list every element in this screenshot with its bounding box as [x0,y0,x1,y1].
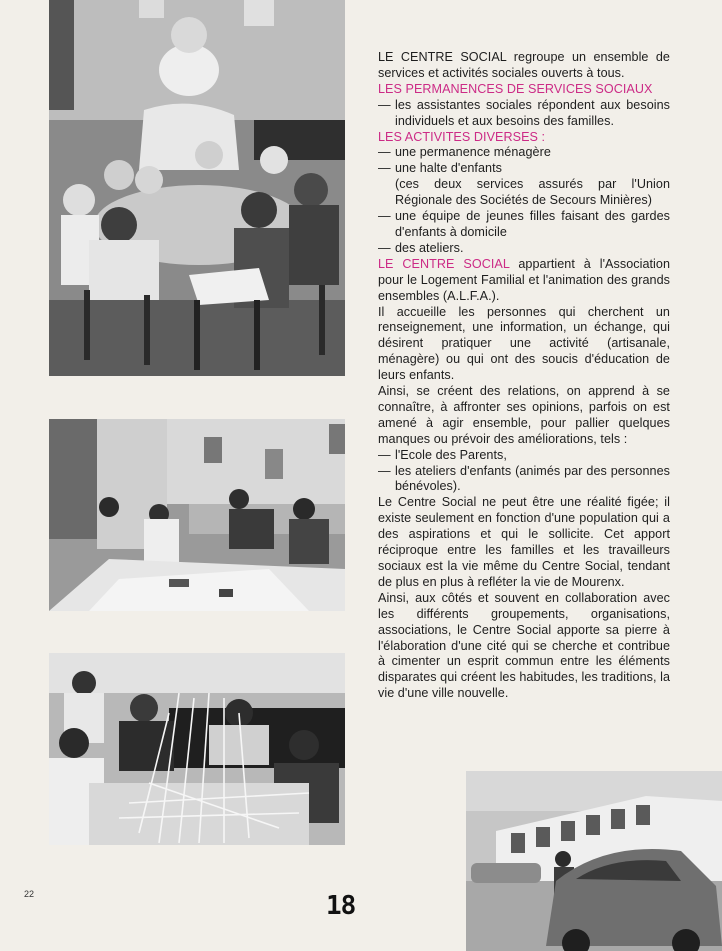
list-item-text: une équipe de jeunes filles faisant des gardes d'enfants à domicile [395,209,670,239]
list-item [378,209,670,241]
photo-workshop-room [49,419,345,611]
list-item [378,161,670,177]
list-item-text: les assistantes sociales répondent aux besoins individuels et aux besoins des familles. [395,97,670,128]
list-dash: — [378,240,391,255]
list-item [378,98,670,130]
intro-text: regroupe un ensemble de services et activités sociales ouverts à tous. [378,50,670,80]
list-item [378,145,670,161]
page-number-left: 22 [24,889,35,899]
list-dash: — [378,447,391,462]
photo-building-car [466,771,722,951]
section-heading-permanences: LES PERMANENCES DE SERVICES SOCIAUX [378,81,653,96]
list-dash: — [378,463,391,478]
intro-paragraph [378,50,670,82]
list-dash: — [378,209,391,224]
paragraph-collaboration: Ainsi, aux côtés et souvent en collaboration avec les différents groupements, organisations, associations, le Centre Social apporte sa pierre à l'élaboration d'une cité qui se cherche et contribue à cimenter un esprit commun entre les éléments disparates qui créent les habitudes, les traditions, la vie d'une ville nouvelle. [378,590,670,701]
list-dash: — [378,97,391,112]
paragraph-accueil: Il accueille les personnes qui cherchent un renseignement, une information, un échange, qui désirent pratiquer une activité (artisanale, ménagère) ou qui ont des soucis d'éducation de leurs enfants. [378,304,670,383]
paragraph-association [378,257,670,305]
list-item-text: les ateliers d'enfants (animés par des personnes bénévoles). [395,463,670,494]
list-dash: — [378,161,391,176]
list-item-text: une halte d'enfants [395,161,502,176]
list-item [378,241,670,257]
list-dash: — [378,145,391,160]
photo-nursery-children [49,0,345,376]
section-heading-activites: LES ACTIVITES DIVERSES : [378,129,546,144]
list-item [378,464,670,496]
list-note: (ces deux services assurés par l'Union Régionale des Sociétés de Secours Minières) [395,177,670,208]
list-item [378,448,670,464]
list-item-text: une permanence ménagère [395,145,551,160]
page-number-center: 18 [326,891,356,921]
paragraph-relations: Ainsi, se créent des relations, on apprend à se connaître, à affronter ses opinions, parfois on est amené à agir ensemble, pour pallier quelques manques ou prévoir des améliorations, tels : [378,384,670,446]
list-item-text: des ateliers. [395,240,464,255]
list-item-text: l'Ecole des Parents, [395,447,507,462]
article-column [378,50,670,702]
paragraph-realite: Le Centre Social ne peut être une réalité figée; il existe seulement en fonction d'une population qui a des aspirations et qui le sollicite. Cet apport réciproque entre les familles et les travailleurs sociaux est la vie même du Centre Social, tendant de plus en plus à refléter la vie de Mourenx. [378,495,670,589]
paragraph-heading: LE CENTRE SOCIAL [378,256,510,271]
paragraph-text: appartient à l'Association pour le Logement Familial et l'animation des grands ensembles (A.L.F.A.). [378,256,670,303]
intro-heading: LE CENTRE SOCIAL [378,50,507,64]
photo-basket-weaving [49,653,345,845]
